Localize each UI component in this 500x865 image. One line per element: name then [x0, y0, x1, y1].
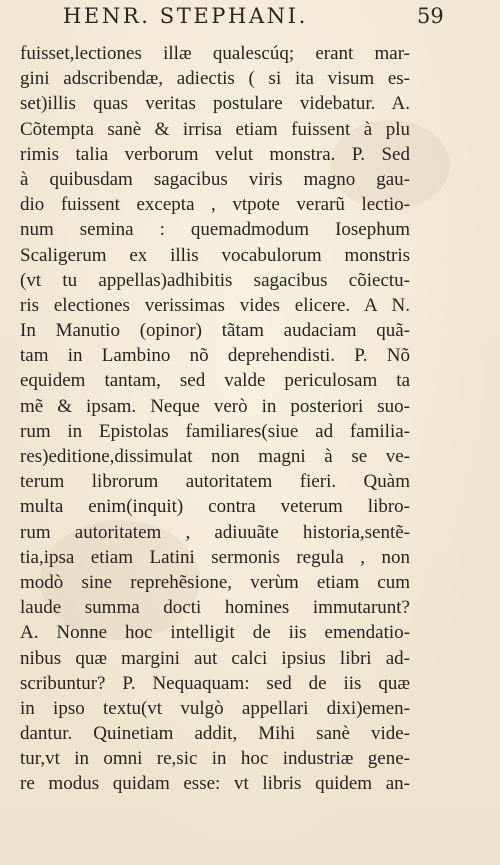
text-line: Cõtempta sanè & irrisa etiam fuissent à plu [20, 118, 410, 140]
text-line: dio fuissent excepta , vtpote verarũ lectio- [20, 194, 410, 216]
text-line: tia,ipsa etiam Latini sermonis regula , non [20, 546, 410, 568]
text-line: in ipso textu(vt vulgò appellari dixi)emen- [20, 697, 410, 719]
text-line: tam in Lambino nõ deprehendisti. P. Nõ [20, 345, 410, 367]
text-line: multa enim(inquit) contra veterum libro- [20, 496, 410, 518]
text-line: terum librorum autoritatem fieri. Quàm [20, 471, 410, 493]
text-line: gini adscribendæ, adiectis ( si ita visum es- [20, 68, 410, 90]
text-line: set)illis quas veritas postulare videbatur. A. [20, 93, 410, 115]
page-header [0, 4, 500, 40]
text-line: In Manutio (opinor) tãtam audaciam quã- [20, 320, 410, 342]
text-line: equidem tantam, sed valde periculosam ta [20, 370, 410, 392]
text-line: Scaligerum ex illis vocabulorum monstris [20, 244, 410, 266]
text-line: rimis talia verborum velut monstra. P. Sed [20, 143, 410, 165]
text-line: rum in Epistolas familiares(siue ad familia- [20, 420, 410, 442]
text-line: à quibusdam sagacibus viris magno gau- [20, 168, 410, 190]
text-line: rum autoritatem , adiuuãte historia,sentẽ- [20, 521, 410, 543]
text-line: A. Nonne hoc intelligit de iis emendatio- [20, 622, 410, 644]
text-line: laude summa docti homines immutarunt? [20, 597, 410, 619]
text-line: re modus quidam esse: vt libris quidem an- [20, 773, 410, 795]
text-line: scribuntur? P. Nequaquam: sed de iis quæ [20, 672, 410, 694]
text-line: modò sine reprehẽsione, verùm etiam cum [20, 571, 410, 593]
text-line: nibus quæ margini aut calci ipsius libri ad- [20, 647, 410, 669]
text-line: fuisset,lectiones illæ qualescúq; erant mar- [20, 43, 410, 64]
text-line: dantur. Quinetiam addit, Mihi sanè vide- [20, 723, 410, 745]
body-text [20, 41, 410, 797]
text-line: ris electiones verissimas vides elicere. A N. [20, 294, 410, 316]
text-line: tur,vt in omni re,sic in hoc industriæ gene- [20, 748, 410, 770]
text-line: num semina : quemadmodum Iosephum [20, 219, 410, 241]
text-line: (vt tu appellas)adhibitis sagacibus cõiectu- [20, 269, 410, 291]
running-head: HENR. STEPHANI. [63, 4, 308, 28]
page-number: 59 [417, 4, 444, 28]
text-line: mẽ & ipsam. Neque verò in posteriori suo- [20, 395, 410, 417]
text-line: res)editione,dissimulat non magni à se ve- [20, 446, 410, 467]
